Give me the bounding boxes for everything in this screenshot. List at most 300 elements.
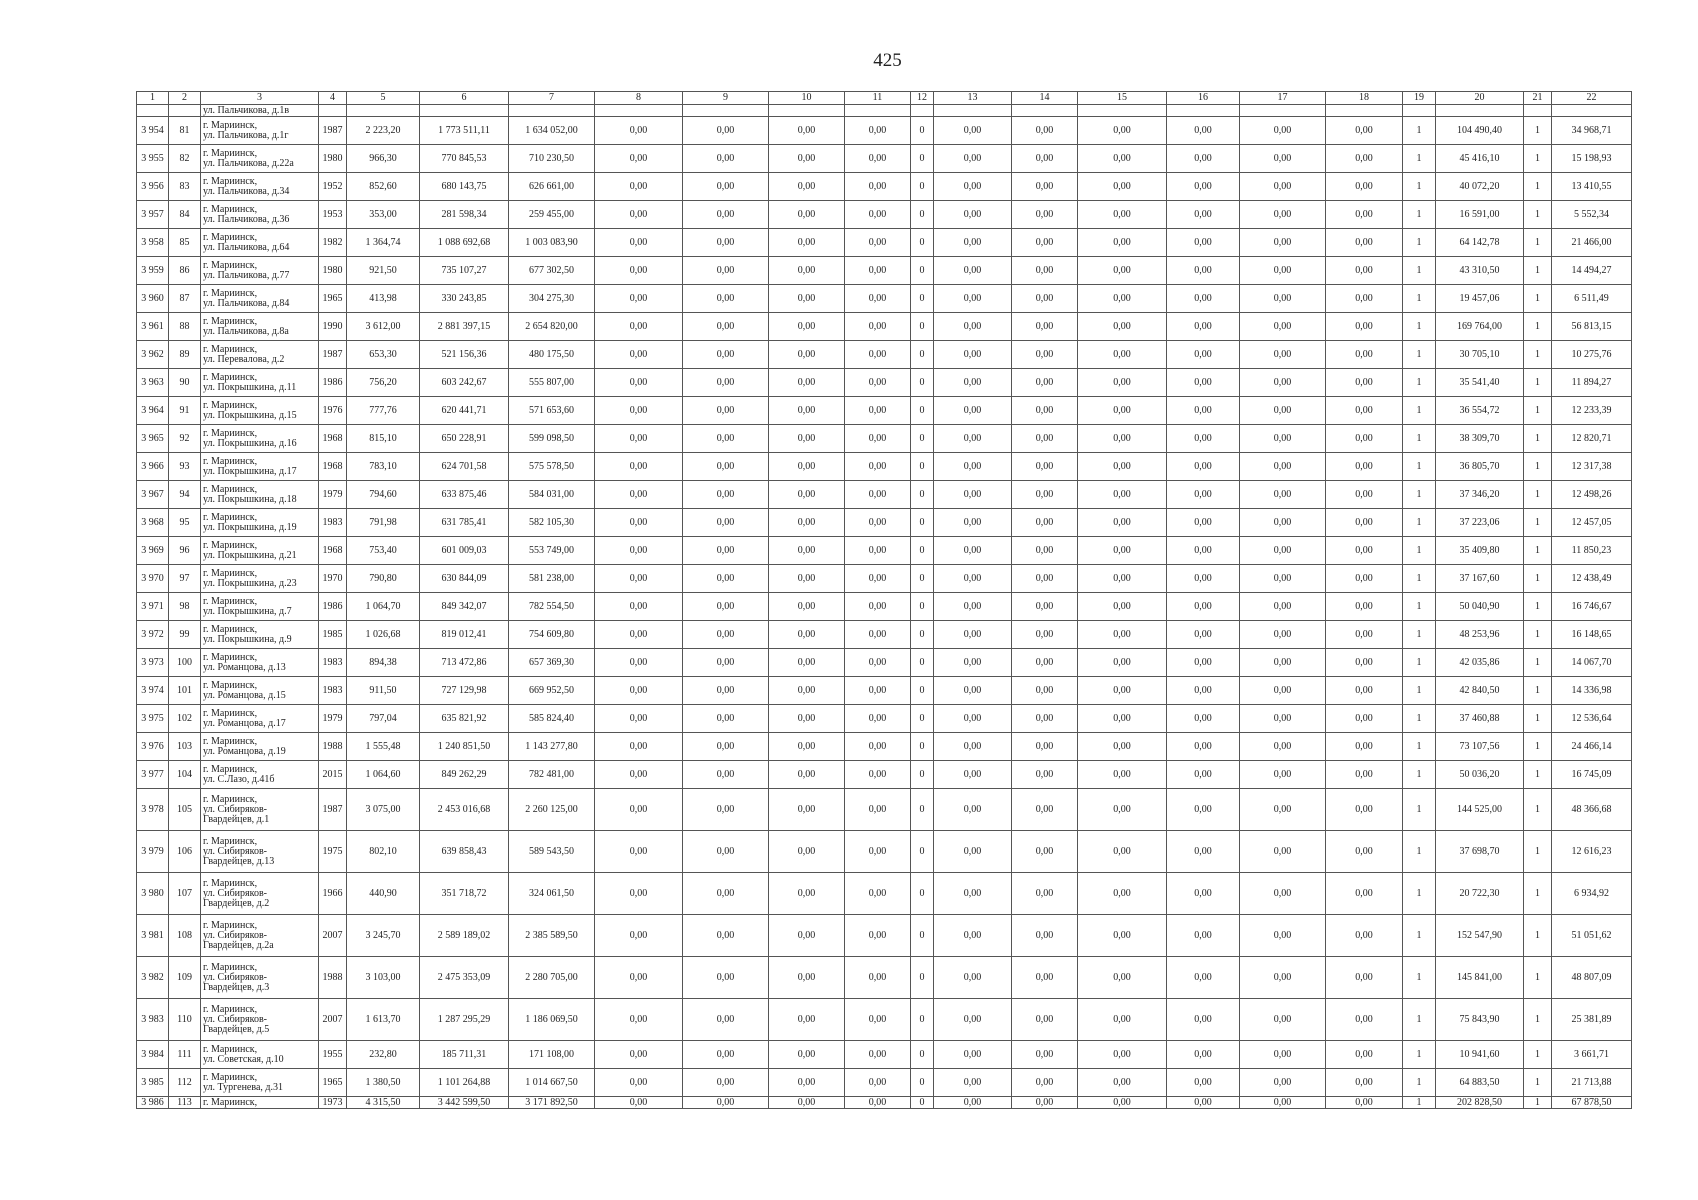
column-header: 5 <box>347 92 420 105</box>
table-cell <box>1012 105 1078 117</box>
flag-cell: 1 <box>1403 145 1436 173</box>
zero-cell: 0,00 <box>934 565 1012 593</box>
zero-cell: 0,00 <box>683 173 769 201</box>
zero-cell: 0,00 <box>595 593 683 621</box>
zero-cell: 0,00 <box>1012 509 1078 537</box>
zero-cell: 0,00 <box>1326 593 1403 621</box>
zero-cell: 0,00 <box>1167 201 1240 229</box>
amount-cell: 43 310,50 <box>1436 257 1524 285</box>
amount-cell: 12 233,39 <box>1552 397 1632 425</box>
zero-cell: 0,00 <box>1167 761 1240 789</box>
year-cell: 1955 <box>319 1041 347 1069</box>
amount-cell: 5 552,34 <box>1552 201 1632 229</box>
zero-cell: 0,00 <box>595 145 683 173</box>
zero-cell: 0,00 <box>845 649 911 677</box>
table-row <box>137 229 1632 257</box>
amount-cell: 185 711,31 <box>420 1041 509 1069</box>
row-number-cell: 91 <box>169 397 201 425</box>
table-row <box>137 117 1632 145</box>
amount-cell: 259 455,00 <box>509 201 595 229</box>
amount-cell: 50 036,20 <box>1436 761 1524 789</box>
amount-cell: 12 457,05 <box>1552 509 1632 537</box>
zero-cell: 0,00 <box>1326 831 1403 873</box>
zero-cell: 0,00 <box>1167 733 1240 761</box>
amount-cell: 12 536,64 <box>1552 705 1632 733</box>
zero-cell: 0,00 <box>595 733 683 761</box>
amount-cell: 2 589 189,02 <box>420 915 509 957</box>
zero-cell: 0 <box>911 257 934 285</box>
amount-cell: 13 410,55 <box>1552 173 1632 201</box>
year-cell: 1953 <box>319 201 347 229</box>
row-number-cell: 90 <box>169 369 201 397</box>
flag-cell: 1 <box>1524 789 1552 831</box>
amount-cell: 37 460,88 <box>1436 705 1524 733</box>
zero-cell: 0,00 <box>595 1041 683 1069</box>
row-id-cell: 3 973 <box>137 649 169 677</box>
zero-cell: 0,00 <box>1240 593 1326 621</box>
area-cell: 911,50 <box>347 677 420 705</box>
flag-cell: 1 <box>1403 285 1436 313</box>
flag-cell: 1 <box>1403 677 1436 705</box>
row-number-cell: 111 <box>169 1041 201 1069</box>
flag-cell: 1 <box>1403 173 1436 201</box>
address-cell: г. Мариинск, ул. Сибиряков- Гвардейцев, д.5 <box>201 999 319 1041</box>
address-cell: г. Мариинск, ул. Пальчикова, д.34 <box>201 173 319 201</box>
flag-cell: 1 <box>1403 341 1436 369</box>
row-number-cell: 89 <box>169 341 201 369</box>
table-cell <box>319 105 347 117</box>
zero-cell: 0,00 <box>1078 453 1167 481</box>
area-cell: 921,50 <box>347 257 420 285</box>
zero-cell: 0,00 <box>1012 999 1078 1041</box>
zero-cell: 0,00 <box>1240 313 1326 341</box>
amount-cell: 3 661,71 <box>1552 1041 1632 1069</box>
zero-cell: 0,00 <box>1167 341 1240 369</box>
table-row <box>137 789 1632 831</box>
zero-cell: 0,00 <box>845 145 911 173</box>
amount-cell: 202 828,50 <box>1436 1097 1524 1109</box>
table-row <box>137 677 1632 705</box>
amount-cell: 849 262,29 <box>420 761 509 789</box>
zero-cell: 0,00 <box>845 593 911 621</box>
zero-cell: 0,00 <box>1240 341 1326 369</box>
row-number-cell: 84 <box>169 201 201 229</box>
zero-cell: 0,00 <box>934 117 1012 145</box>
address-cell: г. Мариинск, ул. Сибиряков- Гвардейцев, д.2а <box>201 915 319 957</box>
amount-cell: 48 807,09 <box>1552 957 1632 999</box>
amount-cell: 10 275,76 <box>1552 341 1632 369</box>
zero-cell: 0,00 <box>1167 257 1240 285</box>
amount-cell: 3 171 892,50 <box>509 1097 595 1109</box>
amount-cell: 631 785,41 <box>420 509 509 537</box>
zero-cell: 0,00 <box>595 915 683 957</box>
zero-cell: 0,00 <box>595 481 683 509</box>
zero-cell: 0,00 <box>1240 649 1326 677</box>
column-header: 10 <box>769 92 845 105</box>
amount-cell: 42 035,86 <box>1436 649 1524 677</box>
zero-cell: 0,00 <box>1012 957 1078 999</box>
row-number-cell: 100 <box>169 649 201 677</box>
area-cell: 2 223,20 <box>347 117 420 145</box>
area-cell: 1 064,70 <box>347 593 420 621</box>
amount-cell: 12 438,49 <box>1552 565 1632 593</box>
zero-cell: 0,00 <box>1240 915 1326 957</box>
table-row <box>137 201 1632 229</box>
zero-cell: 0,00 <box>1240 425 1326 453</box>
address-cell: г. Мариинск, ул. Покрышкина, д.18 <box>201 481 319 509</box>
flag-cell: 1 <box>1403 229 1436 257</box>
zero-cell: 0,00 <box>769 1097 845 1109</box>
zero-cell: 0 <box>911 999 934 1041</box>
zero-cell: 0,00 <box>1078 341 1167 369</box>
amount-cell: 37 223,06 <box>1436 509 1524 537</box>
zero-cell: 0,00 <box>1012 425 1078 453</box>
flag-cell: 1 <box>1524 565 1552 593</box>
zero-cell: 0,00 <box>595 369 683 397</box>
zero-cell: 0,00 <box>1326 1069 1403 1097</box>
zero-cell: 0,00 <box>1012 229 1078 257</box>
zero-cell: 0,00 <box>845 761 911 789</box>
zero-cell: 0,00 <box>595 649 683 677</box>
amount-cell: 30 705,10 <box>1436 341 1524 369</box>
address-cell: г. Мариинск, ул. Пальчикова, д.1г <box>201 117 319 145</box>
amount-cell: 630 844,09 <box>420 565 509 593</box>
area-cell: 802,10 <box>347 831 420 873</box>
zero-cell: 0,00 <box>845 201 911 229</box>
zero-cell: 0 <box>911 145 934 173</box>
row-number-cell: 98 <box>169 593 201 621</box>
area-cell: 894,38 <box>347 649 420 677</box>
zero-cell: 0,00 <box>595 565 683 593</box>
zero-cell: 0,00 <box>1326 285 1403 313</box>
zero-cell: 0,00 <box>769 733 845 761</box>
row-number-cell: 96 <box>169 537 201 565</box>
address-cell: г. Мариинск, ул. Тургенева, д.31 <box>201 1069 319 1097</box>
zero-cell: 0,00 <box>595 425 683 453</box>
area-cell: 440,90 <box>347 873 420 915</box>
zero-cell: 0,00 <box>1012 397 1078 425</box>
zero-cell: 0,00 <box>595 257 683 285</box>
row-id-cell: 3 965 <box>137 425 169 453</box>
row-id-cell: 3 961 <box>137 313 169 341</box>
address-cell: г. Мариинск, ул. Романцова, д.17 <box>201 705 319 733</box>
flag-cell: 1 <box>1403 397 1436 425</box>
zero-cell: 0,00 <box>1240 761 1326 789</box>
amount-cell: 571 653,60 <box>509 397 595 425</box>
amount-cell: 15 198,93 <box>1552 145 1632 173</box>
zero-cell: 0,00 <box>845 285 911 313</box>
zero-cell: 0,00 <box>1078 831 1167 873</box>
column-header: 19 <box>1403 92 1436 105</box>
zero-cell: 0,00 <box>769 999 845 1041</box>
flag-cell: 1 <box>1403 201 1436 229</box>
amount-cell: 37 698,70 <box>1436 831 1524 873</box>
address-cell: г. Мариинск, ул. Советская, д.10 <box>201 1041 319 1069</box>
row-id-cell: 3 977 <box>137 761 169 789</box>
zero-cell: 0,00 <box>683 1097 769 1109</box>
area-cell: 3 245,70 <box>347 915 420 957</box>
zero-cell: 0,00 <box>1240 1069 1326 1097</box>
zero-cell: 0,00 <box>845 957 911 999</box>
zero-cell: 0,00 <box>1240 369 1326 397</box>
zero-cell: 0,00 <box>934 789 1012 831</box>
zero-cell: 0,00 <box>1078 999 1167 1041</box>
flag-cell: 1 <box>1524 341 1552 369</box>
year-cell: 1987 <box>319 341 347 369</box>
amount-cell: 16 148,65 <box>1552 621 1632 649</box>
flag-cell: 1 <box>1403 999 1436 1041</box>
year-cell: 1985 <box>319 621 347 649</box>
row-id-cell: 3 985 <box>137 1069 169 1097</box>
amount-cell: 3 442 599,50 <box>420 1097 509 1109</box>
zero-cell: 0,00 <box>1167 831 1240 873</box>
year-cell: 2015 <box>319 761 347 789</box>
zero-cell: 0,00 <box>845 705 911 733</box>
address-cell: г. Мариинск, ул. Романцова, д.13 <box>201 649 319 677</box>
amount-cell: 48 366,68 <box>1552 789 1632 831</box>
zero-cell: 0,00 <box>769 397 845 425</box>
row-number-cell: 104 <box>169 761 201 789</box>
table-row <box>137 593 1632 621</box>
zero-cell: 0,00 <box>845 831 911 873</box>
flag-cell: 1 <box>1403 873 1436 915</box>
zero-cell: 0 <box>911 873 934 915</box>
row-number-cell: 94 <box>169 481 201 509</box>
zero-cell: 0,00 <box>1240 957 1326 999</box>
zero-cell: 0,00 <box>1078 565 1167 593</box>
area-cell: 4 315,50 <box>347 1097 420 1109</box>
column-header: 8 <box>595 92 683 105</box>
zero-cell: 0,00 <box>769 341 845 369</box>
column-header: 20 <box>1436 92 1524 105</box>
row-id-cell: 3 981 <box>137 915 169 957</box>
table-row <box>137 831 1632 873</box>
zero-cell: 0,00 <box>595 677 683 705</box>
zero-cell: 0,00 <box>1326 257 1403 285</box>
area-cell: 3 075,00 <box>347 789 420 831</box>
table-row <box>137 341 1632 369</box>
amount-cell: 12 616,23 <box>1552 831 1632 873</box>
zero-cell: 0,00 <box>683 733 769 761</box>
zero-cell: 0,00 <box>1326 957 1403 999</box>
zero-cell: 0,00 <box>1167 565 1240 593</box>
zero-cell: 0,00 <box>934 229 1012 257</box>
row-id-cell: 3 963 <box>137 369 169 397</box>
amount-cell: 25 381,89 <box>1552 999 1632 1041</box>
zero-cell: 0,00 <box>1078 915 1167 957</box>
zero-cell: 0,00 <box>1012 481 1078 509</box>
area-cell: 1 364,74 <box>347 229 420 257</box>
row-id-cell: 3 967 <box>137 481 169 509</box>
flag-cell: 1 <box>1524 481 1552 509</box>
flag-cell: 1 <box>1403 565 1436 593</box>
zero-cell: 0,00 <box>1326 425 1403 453</box>
year-cell: 1965 <box>319 285 347 313</box>
flag-cell: 1 <box>1524 145 1552 173</box>
zero-cell: 0,00 <box>845 789 911 831</box>
amount-cell: 281 598,34 <box>420 201 509 229</box>
flag-cell: 1 <box>1403 117 1436 145</box>
zero-cell: 0,00 <box>1240 173 1326 201</box>
zero-cell: 0,00 <box>595 705 683 733</box>
flag-cell: 1 <box>1403 453 1436 481</box>
zero-cell: 0,00 <box>934 915 1012 957</box>
flag-cell: 1 <box>1524 257 1552 285</box>
zero-cell: 0,00 <box>683 957 769 999</box>
amount-cell: 584 031,00 <box>509 481 595 509</box>
zero-cell: 0,00 <box>934 593 1012 621</box>
area-cell: 794,60 <box>347 481 420 509</box>
amount-cell: 1 240 851,50 <box>420 733 509 761</box>
flag-cell: 1 <box>1524 593 1552 621</box>
amount-cell: 64 883,50 <box>1436 1069 1524 1097</box>
address-cell: г. Мариинск, ул. Покрышкина, д.19 <box>201 509 319 537</box>
amount-cell: 624 701,58 <box>420 453 509 481</box>
amount-cell: 6 511,49 <box>1552 285 1632 313</box>
zero-cell: 0,00 <box>845 733 911 761</box>
zero-cell: 0,00 <box>769 173 845 201</box>
amount-cell: 782 481,00 <box>509 761 595 789</box>
zero-cell: 0,00 <box>1326 677 1403 705</box>
zero-cell: 0,00 <box>1012 1097 1078 1109</box>
year-cell: 1965 <box>319 1069 347 1097</box>
zero-cell: 0,00 <box>1078 145 1167 173</box>
zero-cell: 0,00 <box>769 1069 845 1097</box>
zero-cell: 0 <box>911 397 934 425</box>
column-header: 3 <box>201 92 319 105</box>
zero-cell: 0,00 <box>845 509 911 537</box>
row-number-cell: 97 <box>169 565 201 593</box>
amount-cell: 589 543,50 <box>509 831 595 873</box>
amount-cell: 152 547,90 <box>1436 915 1524 957</box>
zero-cell: 0,00 <box>769 229 845 257</box>
amount-cell: 351 718,72 <box>420 873 509 915</box>
address-cell: г. Мариинск, ул. Пальчикова, д.84 <box>201 285 319 313</box>
zero-cell: 0,00 <box>683 999 769 1041</box>
zero-cell: 0,00 <box>683 677 769 705</box>
column-header: 11 <box>845 92 911 105</box>
area-cell: 3 612,00 <box>347 313 420 341</box>
flag-cell: 1 <box>1403 761 1436 789</box>
zero-cell: 0,00 <box>1012 117 1078 145</box>
zero-cell: 0,00 <box>1326 145 1403 173</box>
zero-cell: 0,00 <box>1012 593 1078 621</box>
zero-cell: 0,00 <box>1012 341 1078 369</box>
amount-cell: 38 309,70 <box>1436 425 1524 453</box>
zero-cell: 0,00 <box>1012 313 1078 341</box>
zero-cell: 0,00 <box>1012 873 1078 915</box>
zero-cell: 0,00 <box>934 145 1012 173</box>
address-cell: ул. Пальчикова, д.1в <box>201 105 319 117</box>
zero-cell: 0,00 <box>1326 201 1403 229</box>
column-header: 9 <box>683 92 769 105</box>
zero-cell: 0,00 <box>1167 117 1240 145</box>
amount-cell: 480 175,50 <box>509 341 595 369</box>
zero-cell: 0,00 <box>595 285 683 313</box>
zero-cell: 0,00 <box>934 999 1012 1041</box>
amount-cell: 145 841,00 <box>1436 957 1524 999</box>
zero-cell: 0,00 <box>1240 509 1326 537</box>
zero-cell: 0,00 <box>769 313 845 341</box>
zero-cell: 0,00 <box>1240 117 1326 145</box>
zero-cell: 0,00 <box>595 509 683 537</box>
zero-cell: 0,00 <box>845 173 911 201</box>
zero-cell: 0 <box>911 733 934 761</box>
column-header: 1 <box>137 92 169 105</box>
amount-cell: 64 142,78 <box>1436 229 1524 257</box>
row-id-cell: 3 984 <box>137 1041 169 1069</box>
year-cell: 1968 <box>319 537 347 565</box>
zero-cell: 0,00 <box>1012 453 1078 481</box>
zero-cell: 0,00 <box>1078 593 1167 621</box>
zero-cell: 0,00 <box>934 831 1012 873</box>
table-cell <box>769 105 845 117</box>
table-cell <box>1403 105 1436 117</box>
zero-cell: 0,00 <box>845 565 911 593</box>
year-cell: 2007 <box>319 915 347 957</box>
amount-cell: 16 745,09 <box>1552 761 1632 789</box>
zero-cell: 0,00 <box>683 425 769 453</box>
column-header: 18 <box>1326 92 1403 105</box>
amount-cell: 11 894,27 <box>1552 369 1632 397</box>
zero-cell: 0,00 <box>1167 1097 1240 1109</box>
zero-cell: 0,00 <box>683 761 769 789</box>
flag-cell: 1 <box>1524 229 1552 257</box>
amount-cell: 1 014 667,50 <box>509 1069 595 1097</box>
zero-cell: 0,00 <box>683 397 769 425</box>
year-cell: 1968 <box>319 425 347 453</box>
amount-cell: 601 009,03 <box>420 537 509 565</box>
zero-cell: 0,00 <box>934 649 1012 677</box>
flag-cell: 1 <box>1524 369 1552 397</box>
area-cell: 3 103,00 <box>347 957 420 999</box>
amount-cell: 36 805,70 <box>1436 453 1524 481</box>
address-cell: г. Мариинск, ул. Сибиряков- Гвардейцев, д.2 <box>201 873 319 915</box>
amount-cell: 14 067,70 <box>1552 649 1632 677</box>
zero-cell: 0,00 <box>1078 285 1167 313</box>
zero-cell: 0,00 <box>1326 621 1403 649</box>
zero-cell: 0,00 <box>595 313 683 341</box>
zero-cell: 0,00 <box>683 257 769 285</box>
address-cell: г. Мариинск, ул. Покрышкина, д.23 <box>201 565 319 593</box>
zero-cell: 0,00 <box>1326 789 1403 831</box>
zero-cell: 0,00 <box>769 145 845 173</box>
table-row <box>137 481 1632 509</box>
zero-cell: 0,00 <box>683 705 769 733</box>
zero-cell: 0,00 <box>1012 915 1078 957</box>
zero-cell: 0,00 <box>1326 999 1403 1041</box>
row-number-cell: 106 <box>169 831 201 873</box>
address-cell: г. Мариинск, ул. Романцова, д.19 <box>201 733 319 761</box>
amount-cell: 770 845,53 <box>420 145 509 173</box>
table-row <box>137 1041 1632 1069</box>
flag-cell: 1 <box>1524 873 1552 915</box>
zero-cell: 0,00 <box>934 397 1012 425</box>
amount-cell: 581 238,00 <box>509 565 595 593</box>
row-id-cell: 3 986 <box>137 1097 169 1109</box>
zero-cell: 0,00 <box>1078 789 1167 831</box>
zero-cell: 0,00 <box>1167 677 1240 705</box>
zero-cell: 0,00 <box>845 1069 911 1097</box>
zero-cell: 0,00 <box>595 201 683 229</box>
zero-cell: 0,00 <box>769 509 845 537</box>
zero-cell: 0,00 <box>1326 229 1403 257</box>
zero-cell: 0,00 <box>1167 229 1240 257</box>
zero-cell: 0,00 <box>1078 705 1167 733</box>
flag-cell: 1 <box>1524 1041 1552 1069</box>
zero-cell: 0 <box>911 957 934 999</box>
zero-cell: 0,00 <box>934 677 1012 705</box>
